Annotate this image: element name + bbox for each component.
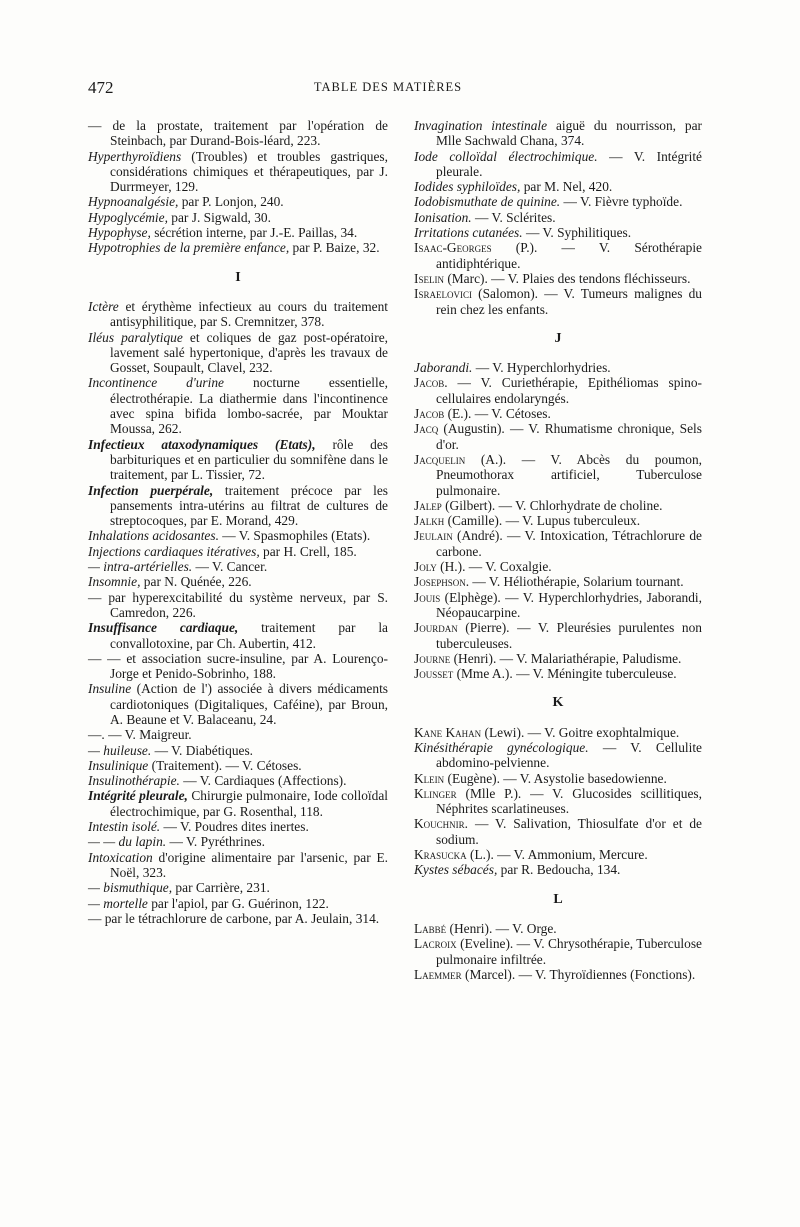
entry-heading: Injections cardiaques itératives, bbox=[88, 543, 260, 559]
entry-heading: Iléus paralytique bbox=[88, 329, 183, 345]
entry-heading: Jourdan bbox=[414, 620, 458, 636]
section-letter: J bbox=[554, 330, 562, 346]
entry-text: — V. Salivation, Thiosulfate d'or et de sodium. bbox=[436, 816, 702, 847]
entry-text: aiguë du nourrisson, par Mlle Sachwald Chana, 374. bbox=[436, 118, 702, 149]
entry-text: par P. Baize, 32. bbox=[289, 240, 380, 256]
entry-heading: Klein bbox=[414, 770, 445, 786]
index-entry bbox=[414, 936, 702, 967]
index-entry bbox=[88, 589, 388, 621]
entry-text: (P.). — V. Sérothérapie antidiphtérique. bbox=[436, 240, 702, 271]
entry-heading: Insomnie, bbox=[88, 574, 141, 590]
index-entry bbox=[414, 620, 702, 651]
index-entry bbox=[88, 148, 388, 195]
section-letter: L bbox=[553, 891, 563, 907]
entry-heading: Intoxication bbox=[88, 849, 153, 865]
entry-text: — V. Spasmophiles (Etats). bbox=[218, 528, 371, 544]
index-entry bbox=[414, 574, 702, 590]
entry-heading: — intra-artérielles. bbox=[88, 559, 193, 575]
entry-heading: Intestin isolé. bbox=[88, 819, 161, 835]
entry-heading: Hypophyse, bbox=[88, 225, 151, 241]
entry-text: — V. Cellulite abdomino-pelvienne. bbox=[436, 739, 702, 771]
entry-heading: Invagination intestinale bbox=[414, 118, 548, 133]
entry-text: (André). — V. Intoxication, Tétrachlorure de carbone. bbox=[436, 528, 702, 559]
entry-text: (Henri). — V. Malariathérapie, Paludisme. bbox=[450, 650, 682, 666]
index-entry bbox=[88, 834, 388, 850]
index-entry bbox=[414, 862, 702, 878]
index-entry bbox=[88, 650, 388, 682]
entry-heading: — huileuse. bbox=[88, 742, 152, 758]
entry-text: — V. Diabétiques. bbox=[151, 742, 254, 758]
entry-heading: Jouis bbox=[414, 589, 441, 605]
entry-text: par M. Nel, 420. bbox=[520, 179, 613, 195]
entry-heading: Insulinothérapie. bbox=[88, 773, 180, 789]
entry-text: (Camille). — V. Lupus tuberculeux. bbox=[444, 513, 641, 529]
entry-text: par R. Bedoucha, 134. bbox=[497, 862, 621, 878]
entry-text: (Eveline). — V. Chrysothérapie, Tuberculose pulmonaire infiltrée. bbox=[436, 936, 702, 967]
index-entry bbox=[414, 739, 702, 771]
entry-heading: Jousset bbox=[414, 666, 454, 682]
entry-text: par H. Crell, 185. bbox=[259, 543, 357, 559]
entry-heading: Hypnoanalgésie, bbox=[88, 194, 179, 210]
entry-heading: Kystes sébacés, bbox=[414, 862, 498, 878]
index-entry bbox=[414, 785, 702, 817]
entry-text: par N. Quénée, 226. bbox=[140, 574, 252, 590]
index-entry bbox=[414, 966, 702, 982]
index-entry bbox=[414, 286, 702, 317]
index-entry bbox=[88, 910, 388, 926]
entry-heading: Jacq bbox=[414, 421, 439, 437]
entry-heading: Insuffisance cardiaque, bbox=[88, 620, 239, 636]
entry-heading: Kinésithérapie gynécologique. bbox=[414, 739, 589, 755]
entry-text: et coliques de gaz post-opératoire, lavement salé hypertonique, d'après les travaux de Gosset, Soupault, Clavel, 232. bbox=[110, 329, 388, 376]
index-entry bbox=[414, 816, 702, 847]
entry-heading: Ionisation. bbox=[414, 209, 472, 225]
index-entry bbox=[88, 681, 388, 727]
entry-text: — V. Poudres dites inertes. bbox=[160, 819, 309, 835]
entry-text: — V. Curiethérapie, Epithéliomas spino-cellulaires endolaryngés. bbox=[436, 375, 702, 406]
entry-text: — V. Cancer. bbox=[192, 559, 268, 575]
entry-heading: — mortelle bbox=[88, 895, 148, 911]
entry-heading: Incontinence d'urine bbox=[88, 375, 224, 391]
entry-text: rôle des barbituriques et en particulier du somnifène dans le traitement, par L. Tissier, 72. bbox=[110, 436, 388, 483]
index-entry bbox=[88, 819, 388, 835]
entry-heading: Israelovici bbox=[414, 286, 472, 302]
entry-heading: Kouchnir. bbox=[414, 816, 469, 832]
index-entry bbox=[414, 497, 702, 513]
index-entry bbox=[88, 543, 388, 559]
index-entry bbox=[414, 666, 702, 682]
page-number: 472 bbox=[88, 78, 114, 97]
index-entry bbox=[414, 770, 702, 786]
entry-heading: — — du lapin. bbox=[88, 834, 167, 850]
index-entry bbox=[88, 329, 388, 376]
entry-text: — par hyperexcitabilité du système nerveux, par S. Camredon, 226. bbox=[88, 589, 388, 620]
entry-text: par J. Sigwald, 30. bbox=[167, 209, 271, 225]
index-entry bbox=[414, 406, 702, 422]
index-entry bbox=[414, 148, 702, 180]
entry-heading: Jacquelin bbox=[414, 451, 466, 467]
entry-heading: Insuline bbox=[88, 681, 132, 697]
index-entry bbox=[414, 118, 702, 149]
index-entry bbox=[88, 895, 388, 911]
index-entry bbox=[88, 436, 388, 483]
index-entry bbox=[414, 240, 702, 271]
index-entry bbox=[88, 375, 388, 437]
right-column bbox=[414, 118, 702, 982]
entry-text: (Gilbert). — V. Chlorhydrate de choline. bbox=[441, 497, 663, 513]
entry-heading: Laemmer bbox=[414, 966, 462, 982]
entry-heading: Infectieux ataxodynamiques (Etats), bbox=[88, 436, 316, 452]
index-entry bbox=[88, 574, 388, 590]
running-title: TABLE DES MATIÈRES bbox=[313, 80, 463, 94]
entry-text: Chirurgie pulmonaire, Iode colloïdal électrochimique, par G. Rosenthal, 118. bbox=[110, 788, 388, 819]
entry-text: (A.). — V. Abcès du poumon, Pneumothorax artificiel, Tuberculose pulmonaire. bbox=[436, 451, 702, 498]
entry-text: (E.). — V. Cétoses. bbox=[444, 406, 551, 422]
entry-heading: Inhalations acidosantes. bbox=[88, 528, 219, 544]
entry-text: (L.). — V. Ammonium, Mercure. bbox=[466, 847, 648, 863]
index-entry bbox=[414, 513, 702, 529]
index-entry bbox=[88, 727, 388, 743]
entry-heading: Jacob bbox=[414, 406, 445, 422]
index-entry bbox=[88, 757, 388, 773]
index-entry bbox=[414, 270, 702, 286]
entry-heading: Klinger bbox=[414, 785, 457, 801]
entry-heading: Intégrité pleurale, bbox=[88, 788, 188, 804]
entry-heading: Isaac-Georges bbox=[414, 240, 492, 256]
entry-text: — V. Hyperchlorhydries. bbox=[472, 360, 611, 376]
index-entry bbox=[414, 375, 702, 406]
entry-text: (Mme A.). — V. Méningite tuberculeuse. bbox=[453, 666, 677, 682]
entry-heading: Jaborandi. bbox=[414, 360, 473, 376]
index-entry bbox=[88, 225, 388, 241]
entry-text: — V. Intégrité pleurale. bbox=[436, 148, 702, 179]
entry-text: traitement par la convallotoxine, par Ch. Aubertin, 412. bbox=[110, 620, 388, 651]
index-entry bbox=[88, 194, 388, 210]
index-entry bbox=[414, 724, 702, 740]
index-entry bbox=[88, 240, 388, 256]
entry-text: sécrétion interne, par J.-E. Paillas, 34. bbox=[150, 225, 358, 241]
entry-text: — V. Pyréthrines. bbox=[166, 834, 265, 850]
entry-heading: Iselin bbox=[414, 270, 444, 286]
entry-text: traitement précoce par les pansements intra-utérins au filtrat de cultures de streptocoques, par E. Morand, 429. bbox=[110, 482, 388, 529]
page-header bbox=[88, 78, 688, 98]
entry-heading: Krasucka bbox=[414, 847, 467, 863]
entry-heading: Infection puerpérale, bbox=[88, 482, 214, 498]
entry-heading: Journe bbox=[414, 650, 451, 666]
entry-heading: Hyperthyroïdiens bbox=[88, 148, 182, 164]
entry-heading: Iode colloïdal électrochimique. bbox=[414, 148, 598, 164]
entry-text: (Action de l') associée à divers médicaments cardiotoniques (Digitaliques, Caféine), par Broun, A. Beaune et V. Balaceanu, 24. bbox=[110, 681, 388, 727]
entry-heading: Lacroix bbox=[414, 936, 457, 952]
entry-text: (Mlle P.). — V. Glucosides scillitiques, Néphrites scarlatineuses. bbox=[436, 785, 702, 817]
entry-text: — — et association sucre-insuline, par A. Lourenço-Jorge et Penido-Sobrinho, 188. bbox=[88, 650, 388, 682]
index-entry bbox=[88, 620, 388, 651]
index-entry bbox=[414, 360, 702, 376]
index-entry bbox=[88, 849, 388, 881]
entry-text: — V. Fièvre typhoïde. bbox=[560, 194, 683, 210]
index-entry bbox=[414, 179, 702, 195]
entry-heading: Hypotrophies de la première enfance, bbox=[88, 240, 290, 256]
section-letter: I bbox=[235, 269, 241, 285]
entry-text: (Marcel). — V. Thyroïdiennes (Fonctions). bbox=[461, 966, 696, 982]
entry-heading: Josephson. bbox=[414, 574, 470, 590]
index-entry bbox=[414, 209, 702, 225]
entry-heading: Hypoglycémie, bbox=[88, 209, 168, 225]
entry-text: — V. Héliothérapie, Solarium tournant. bbox=[469, 574, 684, 590]
index-entry bbox=[88, 528, 388, 544]
index-entry bbox=[414, 225, 702, 241]
section-letter: K bbox=[552, 695, 564, 711]
entry-text: (Pierre). — V. Pleurésies purulentes non tuberculeuses. bbox=[436, 620, 702, 651]
index-entry bbox=[88, 773, 388, 789]
index-entry bbox=[414, 194, 702, 210]
index-entry bbox=[88, 209, 388, 225]
index-entry bbox=[414, 421, 702, 452]
entry-heading: Insulinique bbox=[88, 757, 149, 773]
left-column bbox=[88, 118, 388, 926]
entry-text: (Eugène). — V. Asystolie basedowienne. bbox=[444, 770, 667, 786]
entry-text: (Salomon). — V. Tumeurs malignes du rein chez les enfants. bbox=[436, 286, 702, 317]
index-entry bbox=[414, 920, 702, 936]
entry-text: (Troubles) et troubles gastriques, considérations chimiques et thérapeutiques, par J. Durrmeyer, 129. bbox=[110, 148, 388, 195]
entry-text: —. — V. Maigreur. bbox=[88, 727, 192, 743]
entry-text: (Elphège). — V. Hyperchlorhydries, Jaborandi, Néopaucarpine. bbox=[436, 589, 702, 620]
entry-text: — V. Sclérites. bbox=[471, 209, 556, 225]
index-entry bbox=[88, 118, 388, 149]
entry-heading: Jeulain bbox=[414, 528, 453, 544]
index-entry bbox=[414, 528, 702, 559]
index-entry bbox=[88, 742, 388, 758]
index-entry bbox=[88, 788, 388, 819]
entry-text: et érythème infectieux au cours du traitement antisyphilitique, par S. Cremnitzer, 378. bbox=[110, 298, 388, 330]
entry-text: d'origine alimentaire par l'arsenic, par E. Noël, 323. bbox=[110, 849, 388, 880]
entry-text: — de la prostate, traitement par l'opération de Steinbach, par Durand-Bois-léard, 223. bbox=[88, 118, 388, 149]
entry-heading: Iodobismuthate de quinine. bbox=[414, 194, 561, 210]
entry-heading: Jacob. bbox=[414, 375, 448, 391]
entry-heading: Labbé bbox=[414, 920, 447, 936]
entry-heading: Iodides syphiloïdes, bbox=[414, 179, 521, 195]
entry-text: (Lewi). — V. Goitre exophtalmique. bbox=[481, 724, 680, 740]
entry-heading: Joly bbox=[414, 559, 437, 575]
entry-text: par l'apiol, par G. Guérinon, 122. bbox=[147, 895, 329, 911]
index-entry bbox=[414, 559, 702, 575]
index-entry bbox=[414, 847, 702, 863]
index-entry bbox=[88, 482, 388, 529]
entry-text: (Henri). — V. Orge. bbox=[446, 920, 557, 936]
entry-text: — V. Syphilitiques. bbox=[522, 225, 632, 241]
entry-heading: — bismuthique, bbox=[88, 880, 173, 896]
index-entry bbox=[414, 451, 702, 498]
entry-text: par Carrière, 231. bbox=[172, 880, 270, 896]
entry-text: (Marc). — V. Plaies des tendons fléchisseurs. bbox=[443, 270, 691, 286]
entry-heading: Kane Kahan bbox=[414, 724, 482, 740]
entry-heading: Irritations cutanées. bbox=[414, 225, 523, 241]
index-entry bbox=[88, 559, 388, 575]
index-entry bbox=[88, 298, 388, 330]
entry-heading: Jalep bbox=[414, 497, 442, 513]
entry-text: nocturne essentielle, électrothérapie. La diathermie dans l'incontinence avec spina bifida lombo-sacrée, par Mouktar Moussa, 262. bbox=[110, 375, 388, 437]
index-entry bbox=[88, 880, 388, 896]
entry-text: (H.). — V. Coxalgie. bbox=[436, 559, 552, 575]
entry-text: (Augustin). — V. Rhumatisme chronique, Sels d'or. bbox=[436, 421, 702, 452]
index-entry bbox=[414, 589, 702, 621]
index-entry bbox=[414, 650, 702, 666]
entry-text: (Traitement). — V. Cétoses. bbox=[148, 757, 302, 773]
entry-text: — par le tétrachlorure de carbone, par A. Jeulain, 314. bbox=[88, 910, 380, 926]
entry-text: par P. Lonjon, 240. bbox=[178, 194, 284, 210]
entry-heading: Jalkh bbox=[414, 513, 445, 529]
entry-text: — V. Cardiaques (Affections). bbox=[179, 773, 347, 789]
entry-heading: Ictère bbox=[88, 298, 119, 314]
